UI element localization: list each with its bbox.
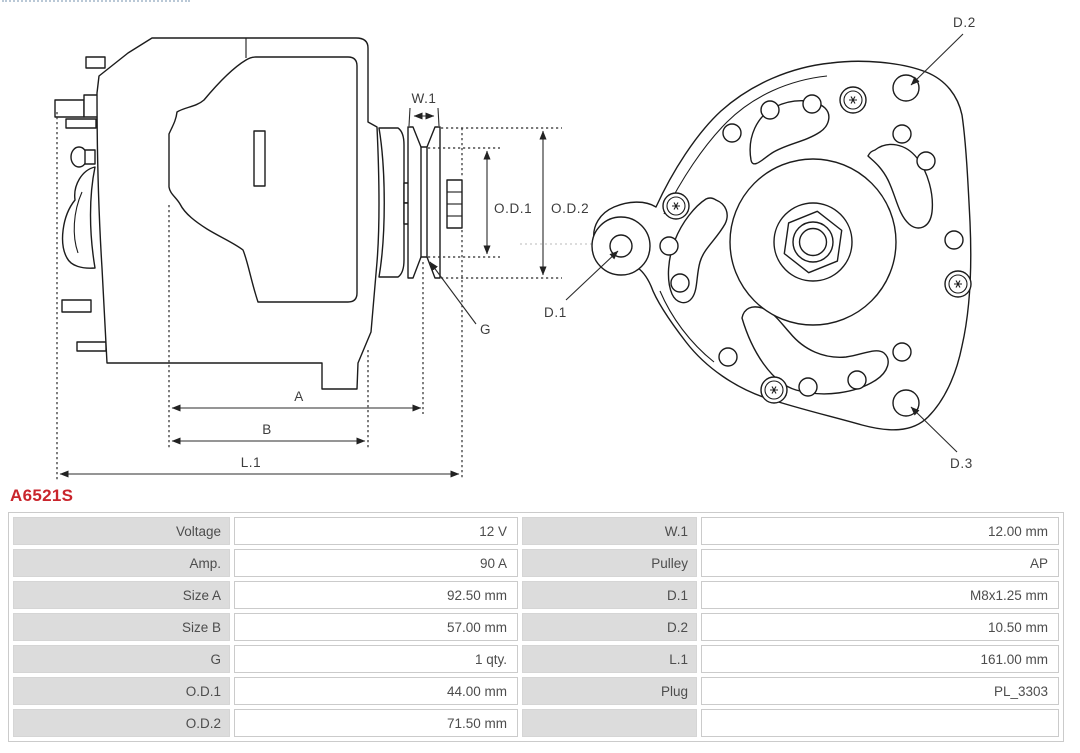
spec-value: 92.50 mm <box>234 581 518 609</box>
spec-value: AP <box>701 549 1059 577</box>
spec-label: D.2 <box>522 613 697 641</box>
spec-label: Pulley <box>522 549 697 577</box>
spec-label: G <box>13 645 230 673</box>
spec-label: Size A <box>13 581 230 609</box>
table-row <box>13 613 1059 641</box>
spec-value: 12 V <box>234 517 518 545</box>
pulley <box>408 127 440 278</box>
spec-value: PL_3303 <box>701 677 1059 705</box>
spec-label: W.1 <box>522 517 697 545</box>
spec-value: 44.00 mm <box>234 677 518 705</box>
dim-label-g: G <box>480 322 492 337</box>
torx-screw <box>840 87 866 113</box>
front-view-drawing <box>544 15 976 471</box>
spec-value: 10.50 mm <box>701 613 1059 641</box>
stud-big <box>55 100 84 117</box>
spec-label <box>522 709 697 737</box>
mount-hole-d3 <box>893 390 919 416</box>
leader-d1 <box>544 251 618 320</box>
spec-label: Size B <box>13 613 230 641</box>
dim-l1 <box>60 455 459 474</box>
part-number-heading: A6521S <box>10 486 74 505</box>
spec-label: O.D.1 <box>13 677 230 705</box>
table-row <box>13 709 1059 737</box>
dim-label-od1: O.D.1 <box>494 201 533 216</box>
dim-label-a: A <box>294 389 304 404</box>
spec-value: 71.50 mm <box>234 709 518 737</box>
dim-b <box>172 422 365 441</box>
dim-od1 <box>487 151 532 254</box>
spec-label: D.1 <box>522 581 697 609</box>
brush-holder-detail <box>254 131 265 186</box>
table-row <box>13 549 1059 577</box>
spec-value: 1 qty. <box>234 645 518 673</box>
spec-value <box>701 709 1059 737</box>
torx-screw <box>945 271 971 297</box>
spec-value: 90 A <box>234 549 518 577</box>
dim-w1 <box>409 91 439 126</box>
dim-od2 <box>543 131 589 275</box>
fan-piece <box>379 128 404 277</box>
spec-label: L.1 <box>522 645 697 673</box>
table-row <box>13 581 1059 609</box>
torx-screw <box>761 377 787 403</box>
table-row <box>13 517 1059 545</box>
side-view-drawing <box>55 38 592 480</box>
dim-label-l1: L.1 <box>240 455 262 470</box>
dim-label-d3: D.3 <box>950 456 973 471</box>
dim-a <box>172 389 421 408</box>
shaft-circle-inner <box>800 229 827 256</box>
stud-bottom <box>77 342 106 351</box>
spec-label: Plug <box>522 677 697 705</box>
lug-hole-d1 <box>610 235 632 257</box>
table-row <box>13 645 1059 673</box>
terminal-neck <box>85 150 95 164</box>
spec-value: 12.00 mm <box>701 517 1059 545</box>
spec-value: 161.00 mm <box>701 645 1059 673</box>
table-row <box>13 677 1059 705</box>
terminal-cover <box>63 167 95 268</box>
dim-label-od2: O.D.2 <box>551 201 590 216</box>
spec-value: 57.00 mm <box>234 613 518 641</box>
spec-label: O.D.2 <box>13 709 230 737</box>
mount-hole-d2 <box>893 75 919 101</box>
shaft-splines <box>447 180 462 228</box>
torx-screw <box>663 193 689 219</box>
stud-thin <box>66 119 96 128</box>
spec-label: Amp. <box>13 549 230 577</box>
stud-top <box>86 57 105 68</box>
dim-label-b: B <box>262 422 272 437</box>
spec-label: Voltage <box>13 517 230 545</box>
stud-lower <box>62 300 91 312</box>
dim-label-w1: W.1 <box>411 91 437 106</box>
dim-label-d1: D.1 <box>544 305 567 320</box>
leader-d3 <box>911 407 973 471</box>
dim-label-d2: D.2 <box>953 15 976 30</box>
spec-table <box>8 512 1064 742</box>
spec-value: M8x1.25 mm <box>701 581 1059 609</box>
